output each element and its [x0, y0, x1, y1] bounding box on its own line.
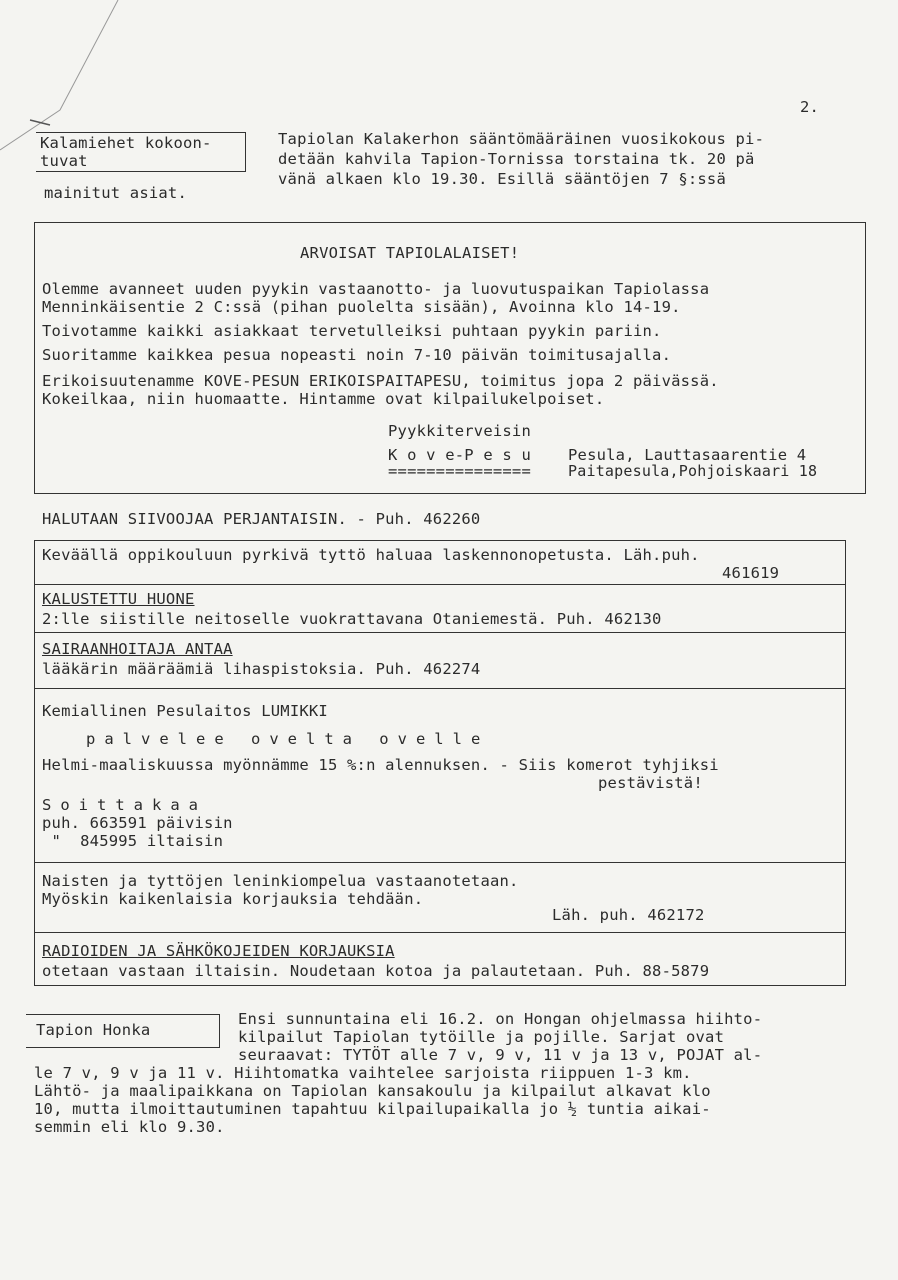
pesula-line-6: Kokeilkaa, niin huomaatte. Hintamme ovat kilpailukelpoiset.	[42, 390, 605, 408]
lumikki-title: Kemiallinen Pesulaitos LUMIKKI	[42, 702, 328, 720]
sairaanhoitaja-text: lääkärin määräämiä lihaspistoksia. Puh. 462274	[42, 660, 481, 678]
kalakerho-line-2: detään kahvila Tapion-Tornissa torstaina tk. 20 pä	[278, 150, 755, 168]
pesula-line-2: Menninkäisentie 2 C:ssä (pihan puolelta sisään), Avoinna klo 14-19.	[42, 298, 681, 316]
honka-label: Tapion Honka	[36, 1021, 151, 1039]
kalakerho-label-3: mainitut asiat.	[44, 184, 187, 202]
lumikki-phone-2: " 845995 iltaisin	[42, 832, 224, 850]
honka-line-6: 10, mutta ilmoittautuminen tapahtuu kilpailupaikalla jo ½ tuntia aikai-	[34, 1100, 711, 1118]
pesula-line-4: Suoritamme kaikkea pesua nopeasti noin 7-10 päivän toimitusajalla.	[42, 346, 672, 364]
honka-line-4: le 7 v, 9 v ja 11 v. Hiihtomatka vaihtelee sarjoista riippuen 1-3 km.	[34, 1064, 692, 1082]
ompelu-line-1: Naisten ja tyttöjen leninkiompelua vastaanotetaan.	[42, 872, 519, 890]
divider	[34, 688, 846, 689]
honka-line-3: seuraavat: TYTÖT alle 7 v, 9 v, 11 v ja 13 v, POJAT al-	[238, 1046, 763, 1064]
pesula-line-5: Erikoisuutenamme KOVE-PESUN ERIKOISPAITAPESU, toimitus jopa 2 päivässä.	[42, 372, 719, 390]
lumikki-offer-2: pestävistä!	[598, 774, 703, 792]
huone-text: 2:lle siistille neitoselle vuokrattavana Otaniemestä. Puh. 462130	[42, 610, 662, 628]
lumikki-phone-1: puh. 663591 päivisin	[42, 814, 233, 832]
divider	[34, 862, 846, 863]
kalakerho-line-1: Tapiolan Kalakerhon sääntömääräinen vuosikokous pi-	[278, 130, 765, 148]
divider	[34, 932, 846, 933]
pesula-heading: ARVOISAT TAPIOLALAISET!	[300, 244, 520, 262]
siivooja-ad: HALUTAAN SIIVOOJAA PERJANTAISIN. - Puh. 462260	[42, 510, 481, 528]
pesula-address-1: Pesula, Lauttasaarentie 4	[568, 446, 807, 464]
kalakerho-label-1: Kalamiehet kokoon-	[40, 134, 212, 152]
honka-line-1: Ensi sunnuntaina eli 16.2. on Hongan ohjelmassa hiihto-	[238, 1010, 763, 1028]
honka-line-5: Lähtö- ja maalipaikkana on Tapiolan kansakoulu ja kilpailut alkavat klo	[34, 1082, 711, 1100]
opetus-ad-2: 461619	[722, 564, 780, 582]
honka-line-2: kilpailut Tapiolan tytöille ja pojille. Sarjat ovat	[238, 1028, 725, 1046]
lumikki-slogan: palvelee ovelta ovelle	[86, 730, 490, 748]
pesula-signature-underline: ===============	[388, 462, 531, 480]
pesula-greeting: Pyykkiterveisin	[388, 422, 531, 440]
pesula-address-2: Paitapesula,Pohjoiskaari 18	[568, 462, 818, 480]
kalakerho-line-3: vänä alkaen klo 19.30. Esillä sääntöjen 7 §:ssä	[278, 170, 726, 188]
lumikki-offer: Helmi-maaliskuussa myönnämme 15 %:n alennuksen. - Siis komerot tyhjiksi	[42, 756, 719, 774]
lumikki-call: Soittakaa	[42, 796, 207, 814]
divider	[34, 632, 846, 633]
opetus-ad-1: Keväällä oppikouluun pyrkivä tyttö haluaa laskennonopetusta. Läh.puh.	[42, 546, 700, 564]
kalakerho-label-2: tuvat	[40, 152, 88, 170]
huone-title: KALUSTETTU HUONE	[42, 590, 195, 608]
divider	[34, 584, 846, 585]
pesula-signature: K o v e-P e s u	[388, 446, 531, 464]
honka-line-7: semmin eli klo 9.30.	[34, 1118, 225, 1136]
ompelu-phone: Läh. puh. 462172	[552, 906, 705, 924]
radio-title: RADIOIDEN JA SÄHKÖKOJEIDEN KORJAUKSIA	[42, 942, 395, 960]
sairaanhoitaja-title: SAIRAANHOITAJA ANTAA	[42, 640, 233, 658]
pesula-line-1: Olemme avanneet uuden pyykin vastaanotto- ja luovutuspaikan Tapiolassa	[42, 280, 710, 298]
pesula-line-3: Toivotamme kaikki asiakkaat tervetulleiksi puhtaan pyykin pariin.	[42, 322, 662, 340]
radio-text: otetaan vastaan iltaisin. Noudetaan kotoa ja palautetaan. Puh. 88-5879	[42, 962, 710, 980]
ompelu-line-2: Myöskin kaikenlaisia korjauksia tehdään.	[42, 890, 424, 908]
page-number: 2.	[800, 98, 820, 116]
